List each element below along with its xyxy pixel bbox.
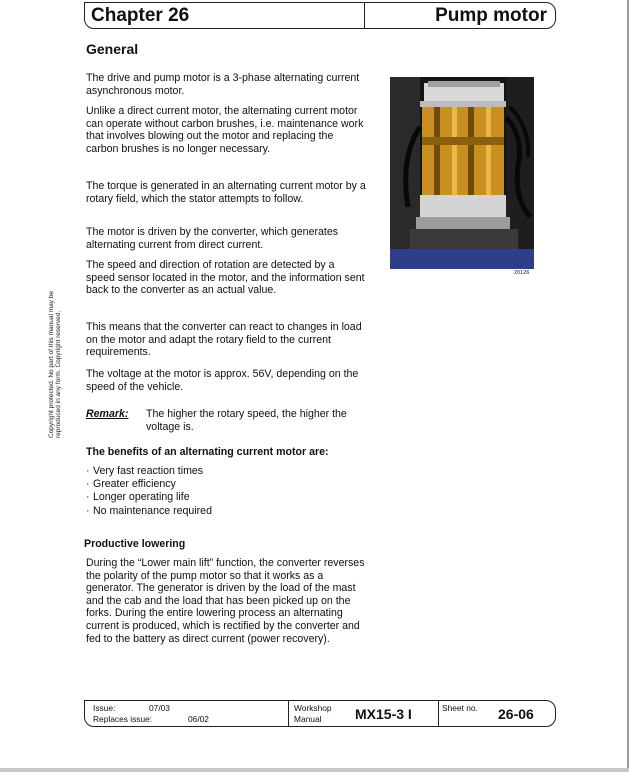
general-paragraph-4: The motor is driven by the converter, which generates alternating current from direct current. [86,226,339,251]
bullet-icon: · [86,491,90,504]
list-item [86,465,212,478]
general-paragraph-5: The speed and direction of rotation are detected by a speed sensor located in the motor, and the information sent back to the converter as an actual value. [86,259,365,297]
sheet-label: Sheet no. [442,703,478,713]
issue-label: Issue: [93,703,116,713]
benefits-heading: The benefits of an alternating current motor are: [86,446,329,458]
replaces-label: Replaces issue: [93,714,153,724]
footer-divider [438,701,439,726]
benefit-text: Longer operating life [93,491,190,504]
general-paragraph-2: Unlike a direct current motor, the alternating current motor can operate without carbon brushes, i.e. maintenance work that involves blowing out the motor and replacing the carbon brushes is no longer necessary. [86,105,364,155]
manual-label: Manual [294,714,322,724]
workshop-label: Workshop [294,703,332,713]
photo-caption: 20126 [514,270,530,276]
bullet-icon: · [86,504,90,517]
sheet-number: 26-06 [498,706,534,722]
benefit-text: Greater efficiency [93,478,176,491]
replaces-value: 06/02 [188,714,209,724]
list-item [86,478,212,491]
page-edge-bottom [0,768,629,772]
benefit-text: No maintenance required [93,504,212,517]
remark-text: The higher the rotary speed, the higher the voltage is. [146,408,347,433]
chapter-title: Chapter 26 [91,5,190,26]
footer [84,700,556,727]
general-paragraph-1: The drive and pump motor is a 3-phase alternating current asynchronous motor. [86,72,360,97]
model-number: MX15-3 I [355,706,412,722]
pump-motor-photo [390,77,534,269]
benefits-list [86,465,212,518]
copyright-notice: Copyright protected. No part of this manual may be reproduced in any form. Copyright reserved. [48,290,63,438]
bullet-icon: · [86,465,90,477]
lowering-paragraph: During the “Lower main lift” function, the converter reverses the polarity of the pump motor so that it works as a generator. The generator is driven by the load of the mast and the cab and the load that has been picked up on the forks. During the entire lowering process an alternating current is produced, which is rectified by the converter and fed to the battery as direct current (power recovery). [86,557,365,645]
bullet-icon: · [86,478,90,491]
benefit-text: Very fast reaction times [93,465,204,477]
section-title: Pump motor [435,5,547,26]
list-item [86,491,212,504]
general-paragraph-3: The torque is generated in an alternating current motor by a rotary field, which the stator attempts to follow. [86,180,366,205]
chapter-header [84,2,556,29]
remark-label: Remark: [86,408,129,420]
header-divider [364,3,365,28]
general-heading: General [86,41,139,57]
issue-value: 07/03 [149,703,170,713]
lowering-heading: Productive lowering [84,538,186,550]
general-paragraph-6: This means that the converter can react to changes in load on the motor and adapt the rotary field to the current requirements. [86,321,362,359]
footer-divider [288,701,289,726]
general-paragraph-7: The voltage at the motor is approx. 56V, depending on the speed of the vehicle. [86,368,359,393]
list-item [86,505,212,518]
